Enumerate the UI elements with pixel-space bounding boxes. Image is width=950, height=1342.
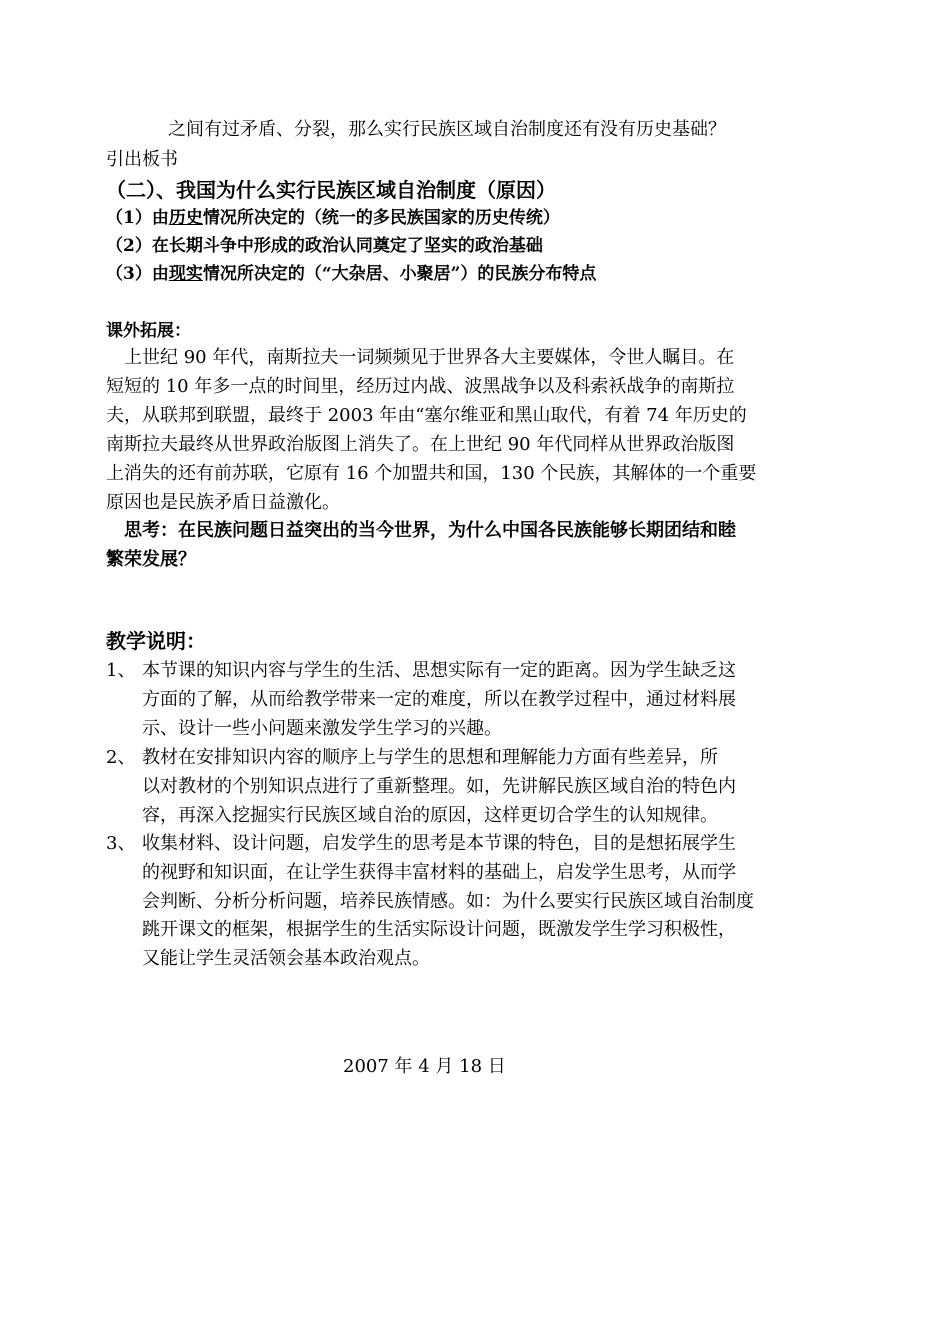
notes-item-text: 收集材料、设计问题，启发学生的思考是本节课的特色，目的是想拓展学生	[142, 833, 736, 854]
notes-item-text: 教材在安排知识内容的顺序上与学生的思想和理解能力方面有些差异，所	[142, 747, 718, 768]
extension-line: 短短的 10 年多一点的时间里，经历过内战、波黑战争以及科索袄战争的南斯拉	[106, 376, 735, 397]
notes-item-line: 以对教材的个别知识点进行了重新整理。如，先讲解民族区域自治的特色内	[142, 776, 736, 797]
notes-item-line: 容，再深入挖掘实行民族区域自治的原因，这样更切合学生的认知规律。	[142, 805, 718, 826]
notes-item	[106, 829, 851, 859]
section-heading: （二）、我国为什么实行民族区域自治制度（原因）	[106, 178, 556, 202]
notes-item-line: 又能让学生灵活领会基本政治观点。	[142, 948, 430, 969]
extension-line: 南斯拉夫最终从世界政治版图上消失了。在上世纪 90 年代同样从世界政治版图	[106, 434, 735, 455]
extension-line: 上世纪 90 年代，南斯拉夫一词频频见于世界各大主要媒体，令世人瞩目。在	[106, 347, 735, 368]
notes-item-line: 会判断、分析分析问题，培养民族情感。如：为什么要实行民族区域自治制度	[142, 891, 754, 912]
extension-line: 上消失的还有前苏联，它原有 16 个加盟共和国，130 个民族，其解体的一个重要	[106, 463, 757, 484]
extension-heading: 课外拓展：	[106, 321, 191, 341]
reason-text: 情况所决定的（“大杂居、小聚居”）的民族分布特点	[202, 264, 597, 284]
notes-item-line: 方面的了解，从而给教学带来一定的难度，所以在教学过程中，通过材料展	[142, 689, 736, 710]
reason-item: （2）在长期斗争中形成的政治认同奠定了坚实的政治基础	[106, 236, 543, 256]
intro-line: 引出板书	[106, 149, 178, 170]
notes-item-number: 3、	[106, 833, 136, 854]
reason-underlined: 现实	[168, 264, 203, 284]
reason-text: 情况所决定的（统一的多民族国家的历史传统）	[202, 208, 560, 228]
think-question: 繁荣发展？	[106, 549, 196, 570]
reason-item	[106, 203, 851, 233]
notes-item-line: 示、设计一些小问题来激发学生学习的兴趣。	[142, 718, 502, 739]
reason-prefix: （3）由	[106, 264, 169, 284]
notes-item-number: 2、	[106, 747, 136, 768]
notes-item-number: 1、	[106, 660, 136, 681]
notes-item-line: 的视野和知识面，在让学生获得丰富材料的基础上，启发学生思考，从而学	[142, 862, 736, 883]
notes-item-text: 本节课的知识内容与学生的生活、思想实际有一定的距离。因为学生缺乏这	[142, 660, 736, 681]
reason-underlined: 历史	[168, 208, 203, 228]
notes-item-line: 跳开课文的框架，根据学生的生活实际设计问题，既激发学生学习积极性，	[142, 919, 736, 940]
notes-item	[106, 743, 851, 773]
extension-line: 原因也是民族矛盾日益激化。	[106, 492, 340, 513]
notes-item	[106, 656, 851, 686]
think-question: 思考：在民族问题日益突出的当今世界，为什么中国各民族能够长期团结和睦	[106, 520, 736, 541]
document-date: 2007 年 4 月 18 日	[343, 1056, 506, 1077]
reason-item	[106, 259, 851, 289]
notes-heading: 教学说明：	[106, 629, 206, 653]
reason-prefix: （1）由	[106, 208, 169, 228]
extension-line: 夫，从联邦到联盟，最终于 2003 年由“塞尔维亚和黑山取代，有着 74 年历史的	[106, 405, 747, 426]
intro-line: 之间有过矛盾、分裂，那么实行民族区域自治制度还有没有历史基础？	[168, 119, 726, 140]
